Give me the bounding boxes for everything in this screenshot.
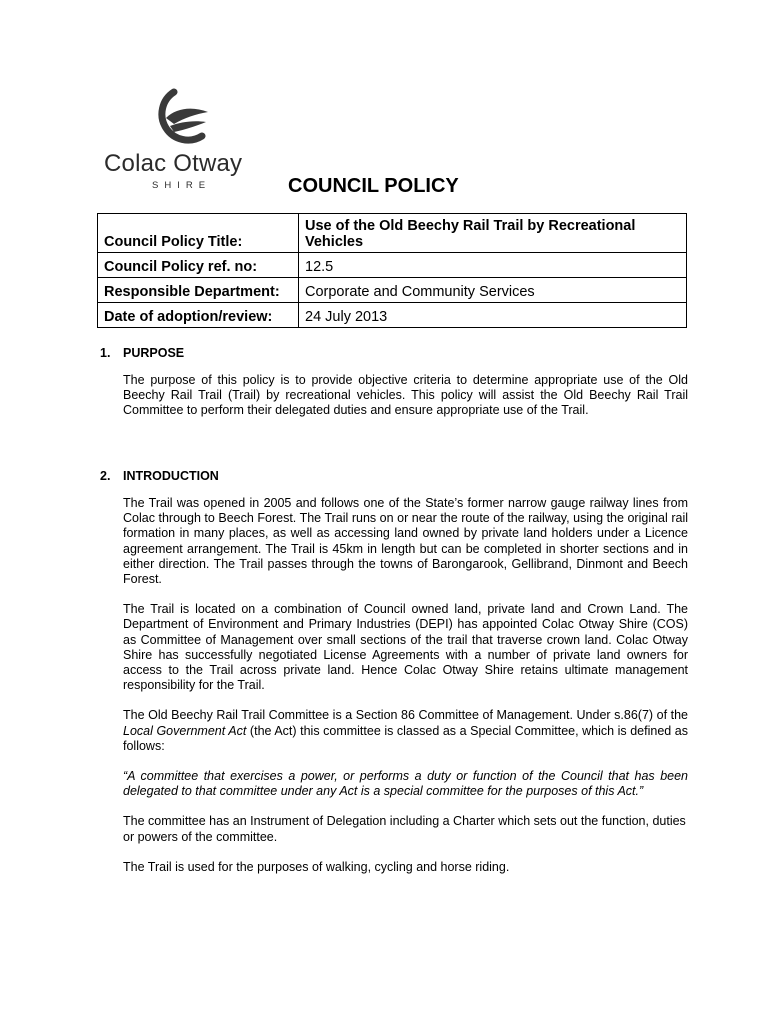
policy-meta-table [97,213,687,328]
meta-row-department [98,278,687,303]
meta-row-date [98,303,687,328]
meta-value: Use of the Old Beechy Rail Trail by Recreational Vehicles [299,214,687,253]
paragraph: The Trail is used for the purposes of walking, cycling and horse riding. [123,859,510,874]
meta-label: Council Policy Title: [98,214,299,253]
section-purpose [100,346,688,419]
shire-emblem-icon [144,88,212,148]
paragraph: The Trail is located on a combination of Council owned land, private land and Crown Land. The Department of Environment and Primary Industries (DEPI) has appointed Colac Otway Shire (COS) as Committee of Management over small sections of the trail that traverse crown land. Colac Otway Shire has successfully negotiated License Agreements with a number of private land owners for access to the Trail across private land. Hence Colac Otway Shire retains ultimate management responsibility for the Trail. [123,602,688,693]
meta-row-ref [98,253,687,278]
logo-org-sub: SHIRE [152,180,212,191]
section-heading [100,346,688,360]
act-name: Local Government Act [123,723,247,738]
section-introduction [100,469,688,875]
meta-value: 24 July 2013 [299,303,687,328]
paragraph-text: The Old Beechy Rail Trail Committee is a Section 86 Committee of Management. Under s.86(7) of the [123,708,688,723]
paragraph-text: (the Act) this committee is classed as a Special Committee, which is defined as follows: [123,723,688,753]
council-logo [104,88,264,198]
section-title: INTRODUCTION [123,469,219,483]
meta-label: Council Policy ref. no: [98,253,299,278]
section-heading [100,469,688,483]
meta-label: Responsible Department: [98,278,299,303]
quote-paragraph: “A committee that exercises a power, or performs a duty or function of the Council that has been delegated to that committee under any Act is a special committee for the purposes of this Act.” [123,769,688,799]
meta-row-title [98,214,687,253]
meta-value: 12.5 [299,253,687,278]
meta-value: Corporate and Community Services [299,278,687,303]
paragraph: The Trail was opened in 2005 and follows one of the State’s former narrow gauge railway lines from Colac through to Beech Forest. The Trail runs on or near the route of the railway, using the original rail formation in many places, as well as accessing land owned by private land holders under a Licence agreement arrangement. The Trail is 45km in length but can be completed in shorter sections and in either direction. The Trail passes through the towns of Barongarook, Gellibrand, Dinmont and Beech Forest. [123,496,688,587]
section-title: PURPOSE [123,346,185,360]
paragraph: The purpose of this policy is to provide objective criteria to determine appropriate use of the Old Beechy Rail Trail (Trail) by recreational vehicles. This policy will assist the Old Beechy Rail Trail Committee to perform their delegated duties and ensure appropriate use of the Trail. [123,373,688,418]
meta-label: Date of adoption/review: [98,303,299,328]
paragraph: The committee has an Instrument of Delegation including a Charter which sets out the function, duties or powers of the committee. [123,814,686,844]
logo-org-name: Colac Otway [104,150,243,177]
paragraph [123,708,688,754]
section-number: 1. [100,346,111,360]
document-title: COUNCIL POLICY [288,175,459,197]
section-number: 2. [100,469,111,483]
